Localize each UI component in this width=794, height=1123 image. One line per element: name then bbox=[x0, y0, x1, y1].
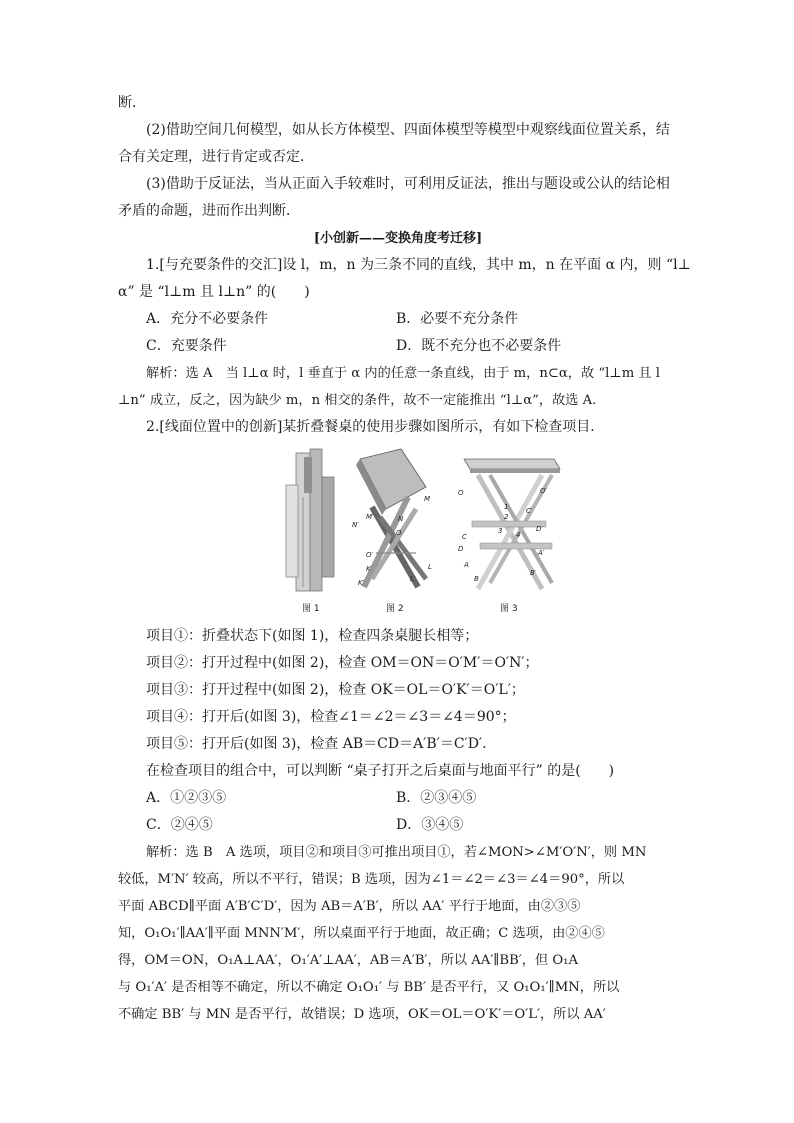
svg-text:O: O bbox=[458, 489, 464, 497]
check-item-1: 项目①：折叠状态下(如图 1)，检查四条桌腿长相等； bbox=[146, 628, 479, 644]
svg-text:O′: O′ bbox=[366, 551, 374, 559]
check-item-5: 项目⑤：打开后(如图 3)，检查 AB＝CD＝A′B′＝C′D′． bbox=[146, 736, 497, 752]
question-1-solution-cont: ⊥n” 成立，反之，因为缺少 m，n 相交的条件，故不一定能推出 “l⊥α”，故选 A. bbox=[118, 393, 597, 408]
figure-3-caption: 图 3 bbox=[500, 604, 518, 614]
text-line: 断． bbox=[118, 95, 146, 111]
svg-text:O: O bbox=[396, 529, 402, 537]
text-line: (2)借助空间几何模型，如从长方体模型、四面体模型等模型中观察线面位置关系，结 bbox=[146, 122, 670, 138]
svg-text:A′: A′ bbox=[538, 549, 545, 557]
option-c: C．②④⑤ bbox=[146, 817, 213, 833]
figure-3-opened-table bbox=[456, 447, 564, 597]
question-2-solution-cont: 较低，M′N′ 较高，所以不平行，错误；B 选项，因为∠1＝∠2＝∠3＝∠4＝90°，所以 bbox=[118, 872, 625, 887]
figure-1-caption: 图 1 bbox=[302, 604, 320, 614]
document-page bbox=[118, 90, 691, 1028]
option-a: A．①②③⑤ bbox=[146, 790, 227, 806]
section-title: [小创新——变换角度考迁移] bbox=[313, 231, 483, 246]
question-2-options-row bbox=[118, 812, 678, 839]
svg-text:K′: K′ bbox=[358, 579, 365, 587]
question-2-stem: 2.[线面位置中的创新]某折叠餐桌的使用步骤如图所示，有如下检查项目． bbox=[146, 419, 605, 435]
svg-text:B′: B′ bbox=[530, 569, 537, 577]
svg-text:K: K bbox=[366, 565, 371, 573]
question-2-solution-cont: 平面 ABCD∥平面 A′B′C′D′，因为 AB＝A′B′，所以 AA′ 平行于地面，由②③⑤ bbox=[118, 899, 581, 914]
svg-text:L′: L′ bbox=[410, 575, 416, 583]
svg-text:M: M bbox=[424, 495, 431, 503]
question-2-solution: 解析：选 B A 选项，项目②和项目③可推出项目①，若∠MON>∠M′O′N′，则 MN bbox=[146, 845, 647, 860]
figure-2-unfolding-table bbox=[346, 447, 441, 597]
svg-text:D: D bbox=[458, 545, 464, 553]
svg-text:L: L bbox=[428, 563, 432, 571]
option-d: D．既不充分也不必要条件 bbox=[396, 338, 562, 354]
svg-text:D′: D′ bbox=[536, 525, 543, 533]
figure-1-folded-table bbox=[278, 447, 340, 597]
svg-text:1: 1 bbox=[504, 503, 509, 511]
question-1-solution: 解析：选 A 当 l⊥α 时，l 垂直于 α 内的任意一条直线，由于 m，n⊂α，故 “l⊥m 且 l bbox=[146, 366, 661, 381]
option-c: C．充要条件 bbox=[146, 338, 227, 354]
option-a: A．充分不必要条件 bbox=[146, 311, 269, 327]
text-line: 矛盾的命题，进而作出判断． bbox=[118, 203, 300, 219]
svg-text:N′: N′ bbox=[352, 521, 359, 529]
question-1-options-row bbox=[118, 306, 678, 333]
svg-text:M′: M′ bbox=[366, 513, 374, 521]
question-1-stem-cont: α” 是 “l⊥m 且 l⊥n” 的( ) bbox=[118, 284, 310, 300]
svg-text:A: A bbox=[464, 561, 469, 569]
text-line: (3)借助于反证法，当从正面入手较难时，可利用反证法，推出与题设或公认的结论相 bbox=[146, 176, 670, 192]
question-2-solution-cont: 知，O₁O₁′∥AA′∥平面 MNN′M′，所以桌面平行于地面，故正确；C 选项，由②④⑤ bbox=[118, 926, 605, 941]
text-line: 合有关定理，进行肯定或否定． bbox=[118, 149, 314, 165]
option-b: B．必要不充分条件 bbox=[396, 311, 519, 327]
check-item-4: 项目④：打开后(如图 3)，检查∠1＝∠2＝∠3＝∠4＝90°； bbox=[146, 709, 516, 725]
question-1-options-row bbox=[118, 333, 678, 360]
option-b: B．②③④⑤ bbox=[396, 790, 477, 806]
check-item-2: 项目②：打开过程中(如图 2)，检查 OM＝ON＝O′M′＝O′N′； bbox=[146, 655, 539, 671]
svg-text:2: 2 bbox=[504, 513, 509, 521]
question-2-ask: 在检查项目的组合中，可以判断 “桌子打开之后桌面与地面平行” 的是( ) bbox=[146, 763, 615, 779]
svg-text:O′: O′ bbox=[540, 487, 548, 495]
svg-text:C: C bbox=[462, 533, 467, 541]
figure-group bbox=[118, 447, 678, 619]
svg-text:4: 4 bbox=[516, 531, 521, 539]
svg-text:B: B bbox=[474, 575, 479, 583]
question-2-options-row bbox=[118, 785, 678, 812]
svg-text:C′: C′ bbox=[526, 507, 533, 515]
svg-text:N: N bbox=[398, 515, 404, 523]
question-2-solution-cont: 不确定 BB′ 与 MN 是否平行，故错误；D 选项，OK＝OL＝O′K′＝O′L′，所以 AA′ bbox=[118, 1007, 606, 1022]
question-2-solution-cont: 得，OM＝ON，O₁A⊥AA′，O₁′A′⊥AA′，AB＝A′B′，所以 AA′∥BB′，但 O₁A bbox=[118, 953, 578, 968]
figure-2-caption: 图 2 bbox=[386, 604, 404, 614]
question-1-stem: 1.[与充要条件的交汇]设 l，m，n 为三条不同的直线，其中 m，n 在平面 α 内，则 “l⊥ bbox=[146, 257, 691, 273]
question-2-solution-cont: 与 O₁′A′ 是否相等不确定，所以不确定 O₁O₁′ 与 BB′ 是否平行，又 O₁O₁′∥MN，所以 bbox=[118, 980, 620, 995]
option-d: D．③④⑤ bbox=[396, 817, 464, 833]
svg-text:3: 3 bbox=[498, 527, 503, 535]
check-item-3: 项目③：打开过程中(如图 2)，检查 OK＝OL＝O′K′＝O′L′； bbox=[146, 682, 525, 698]
